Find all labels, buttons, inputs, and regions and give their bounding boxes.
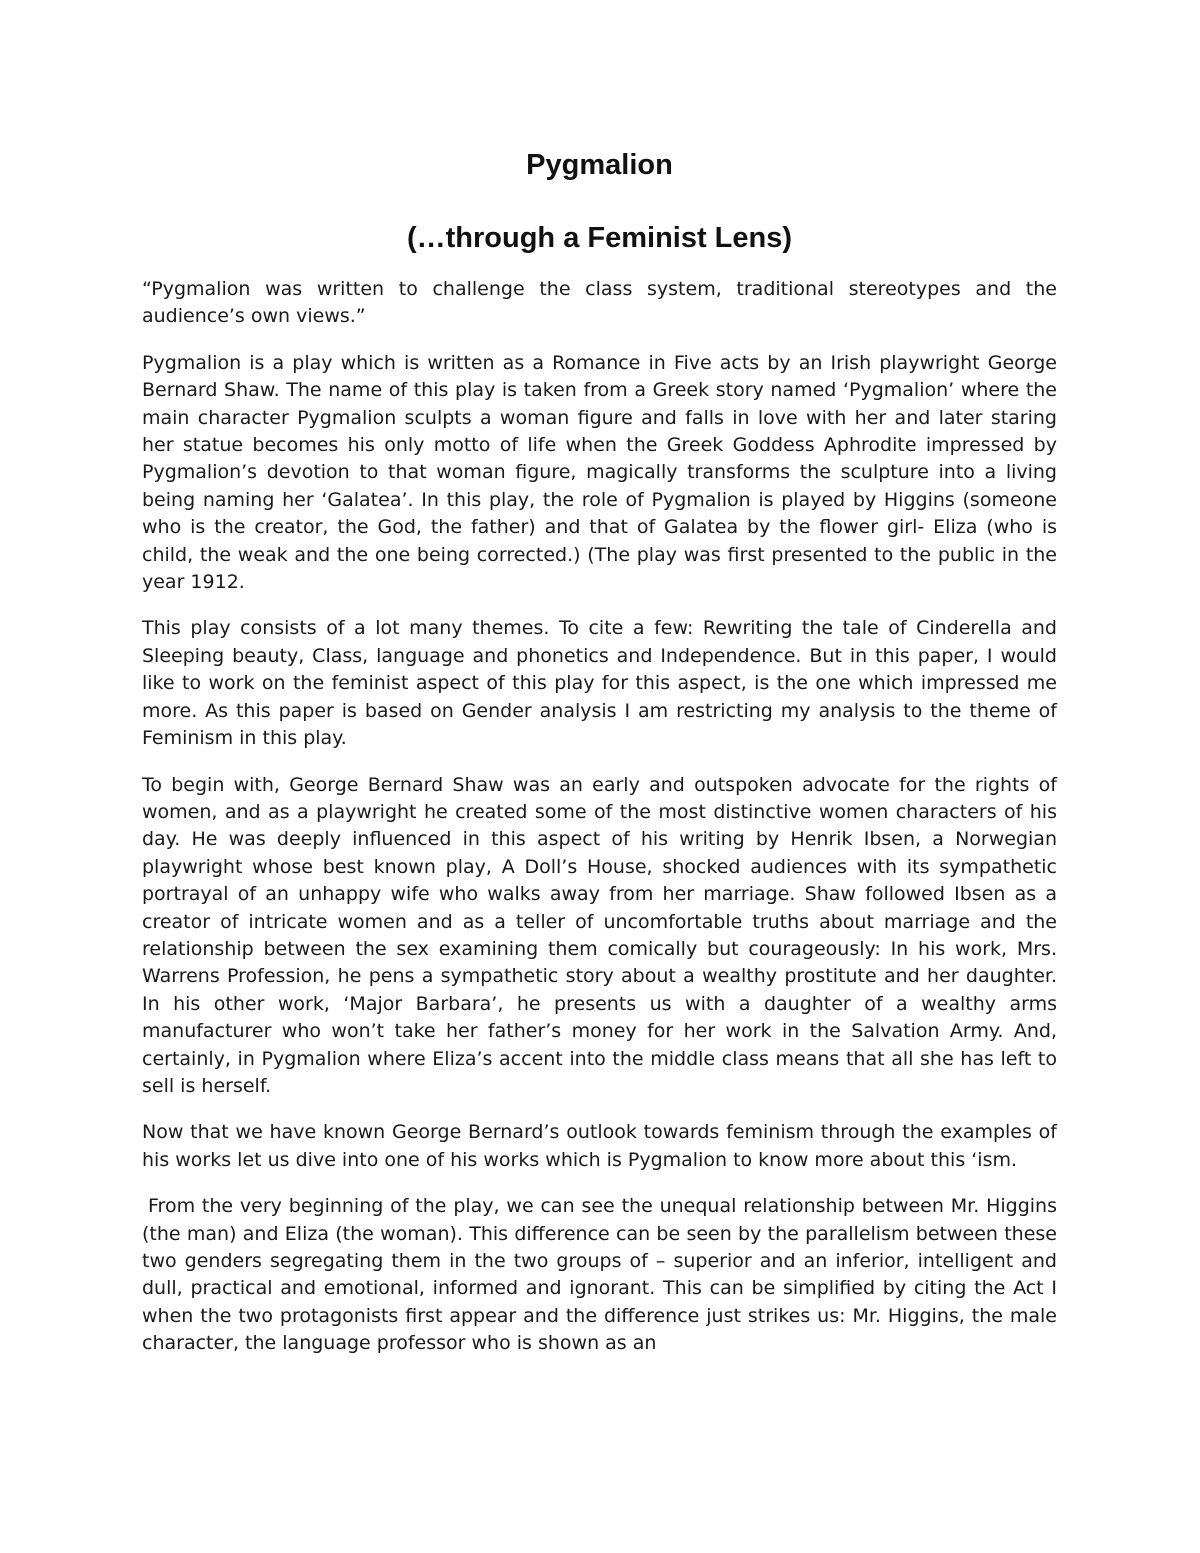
- paragraph-introduction: Pygmalion is a play which is written as a Romance in Five acts by an Irish playwright George Bernard Shaw. The name of this play is taken from a Greek story named ‘Pygmalion’ where the main character Pygmalion sculpts a woman figure and falls in love with her and later staring her statue becomes his only motto of life when the Greek Goddess Aphrodite impressed by Pygmalion’s devotion to that woman figure, magically transforms the sculpture into a living being naming her ‘Galatea’. In this play, the role of Pygmalion is played by Higgins (someone who is the creator, the God, the father) and that of Galatea by the flower girl- Eliza (who is child, the weak and the one being corrected.) (The play was first presented to the public in the year 1912.: [142, 351, 1057, 594]
- paragraph-transition: Now that we have known George Bernard’s outlook towards feminism through the examples of his works let us dive into one of his works which is Pygmalion to know more about this ‘ism.: [142, 1121, 1057, 1171]
- document-body: [142, 138, 1057, 1377]
- document-title: Pygmalion: [526, 149, 673, 181]
- paragraph-shaw-feminism: To begin with, George Bernard Shaw was an early and outspoken advocate for the rights of women, and as a playwright he created some of the most distinctive women characters of his day. He was deeply influenced in this aspect of his writing by Henrik Ibsen, a Norwegian playwright whose best known play, A Doll’s House, shocked audiences with its sympathetic portrayal of an unhappy wife who walks away from her marriage. Shaw followed Ibsen as a creator of intricate women and as a teller of uncomfortable truths about marriage and the relationship between the sex examining them comically but courageously: In his work, Mrs. Warrens Profession, he pens a sympathetic story about a wealthy prostitute and her daughter. In his other work, ‘Major Barbara’, he presents us with a daughter of a wealthy arms manufacturer who won’t take her father’s money for her work in the Salvation Army. And, certainly, in Pygmalion where Eliza’s accent into the middle class means that all she has left to sell is herself.: [142, 773, 1057, 1097]
- document-subtitle: (…through a Feminist Lens): [406, 222, 793, 254]
- paragraph-quote: “Pygmalion was written to challenge the class system, traditional stereotypes and the audience’s own views.”: [142, 278, 1057, 328]
- paragraph-higgins-eliza: From the very beginning of the play, we can see the unequal relationship between Mr. Higgins (the man) and Eliza (the woman). This difference can be seen by the parallelism between these two genders segregating them in the two groups of – superior and an inferior, intelligent and dull, practical and emotional, informed and ignorant. This can be simplified by citing the Act I when the two protagonists first appear and the difference just strikes us: Mr. Higgins, the male character, the language professor who is shown as an: [142, 1195, 1057, 1355]
- paragraph-themes: This play consists of a lot many themes. To cite a few: Rewriting the tale of Cinderella and Sleeping beauty, Class, language and phonetics and Independence. But in this paper, I would like to work on the feminist aspect of this play for this aspect, is the one which impressed me more. As this paper is based on Gender analysis I am restricting my analysis to the theme of Feminism in this play.: [142, 617, 1057, 750]
